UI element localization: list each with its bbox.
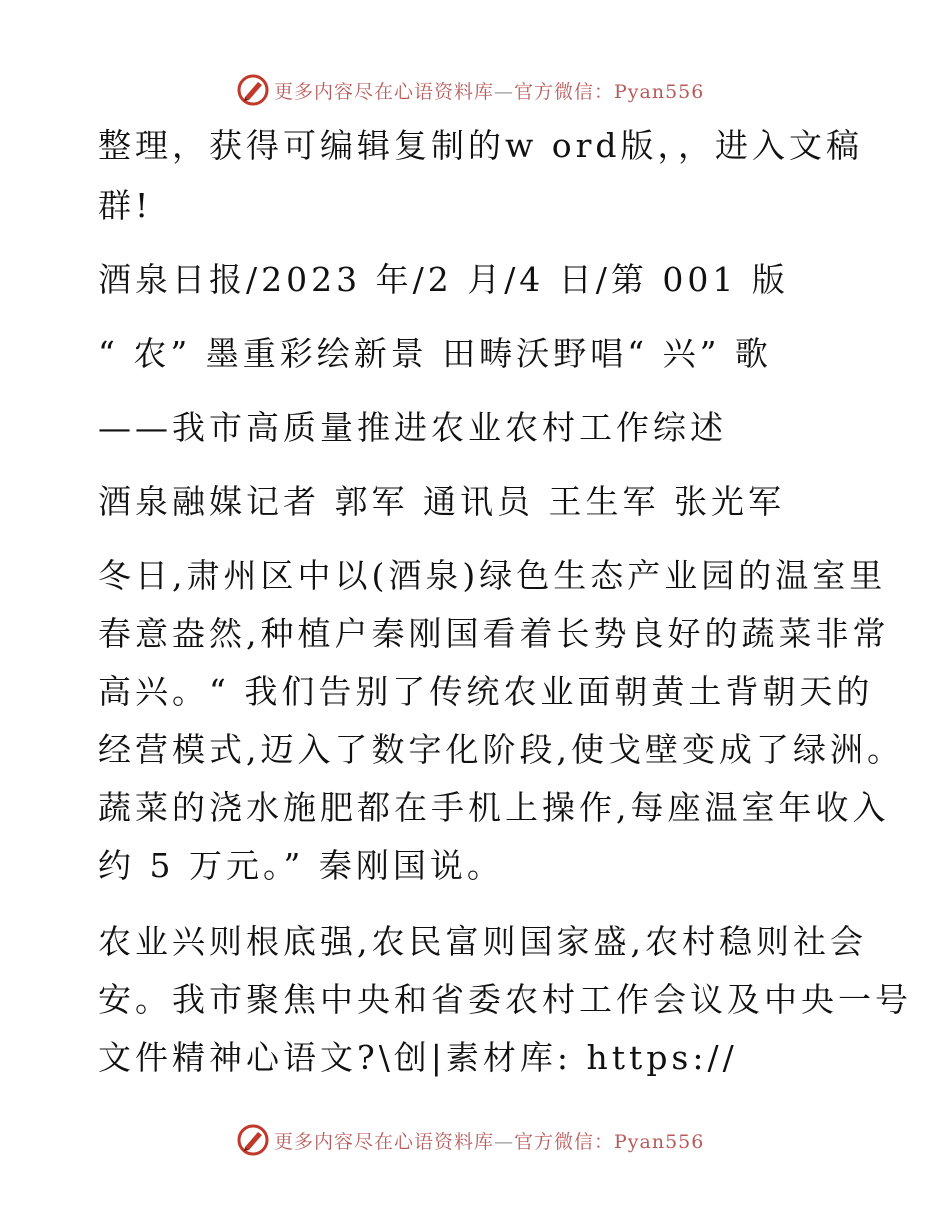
text-line: 经营模式,迈入了数字化阶段,使戈壁变成了绿洲。 xyxy=(98,730,904,769)
byline: 酒泉融媒记者 郭军 通讯员 王生军 张光军 xyxy=(98,482,785,521)
text-line: 蔬菜的浇水施肥都在手机上操作,每座温室年收入 xyxy=(98,788,890,827)
text-line: 群! xyxy=(98,186,153,225)
subheadline: ——我市高质量推进农业农村工作综述 xyxy=(98,408,727,447)
text-line: 文件精神心语文?\创|素材库: https:// xyxy=(98,1038,738,1077)
banner-text: 更多内容尽在心语资料库—官方微信：Pyan556 xyxy=(274,80,705,103)
header-banner xyxy=(236,72,704,108)
pen-logo-icon xyxy=(236,1123,270,1157)
text-line: 农业兴则根底强,农民富则国家盛,农村稳则社会 xyxy=(98,922,867,961)
text-line: 春意盎然,种植户秦刚国看着长势良好的蔬菜非常 xyxy=(98,614,890,653)
text-line: 约 5 万元。” 秦刚国说。 xyxy=(98,846,504,885)
dateline: 酒泉日报/2023 年/2 月/4 日/第 001 版 xyxy=(98,260,789,299)
headline: “ 农” 墨重彩绘新景 田畴沃野唱“ 兴” 歌 xyxy=(98,334,772,373)
pen-logo-icon xyxy=(236,73,270,107)
text-line: 冬日,肃州区中以(酒泉)绿色生态产业园的温室里 xyxy=(98,556,887,595)
text-line: 高兴。“ 我们告别了传统农业面朝黄土背朝天的 xyxy=(98,672,874,711)
footer-banner xyxy=(236,1122,704,1158)
banner-text: 更多内容尽在心语资料库—官方微信：Pyan556 xyxy=(274,1130,705,1153)
text-line: 整理，获得可编辑复制的w ord版，，进入文稿 xyxy=(98,126,864,165)
text-line: 安。我市聚焦中央和省委农村工作会议及中央一号 xyxy=(98,980,912,1019)
